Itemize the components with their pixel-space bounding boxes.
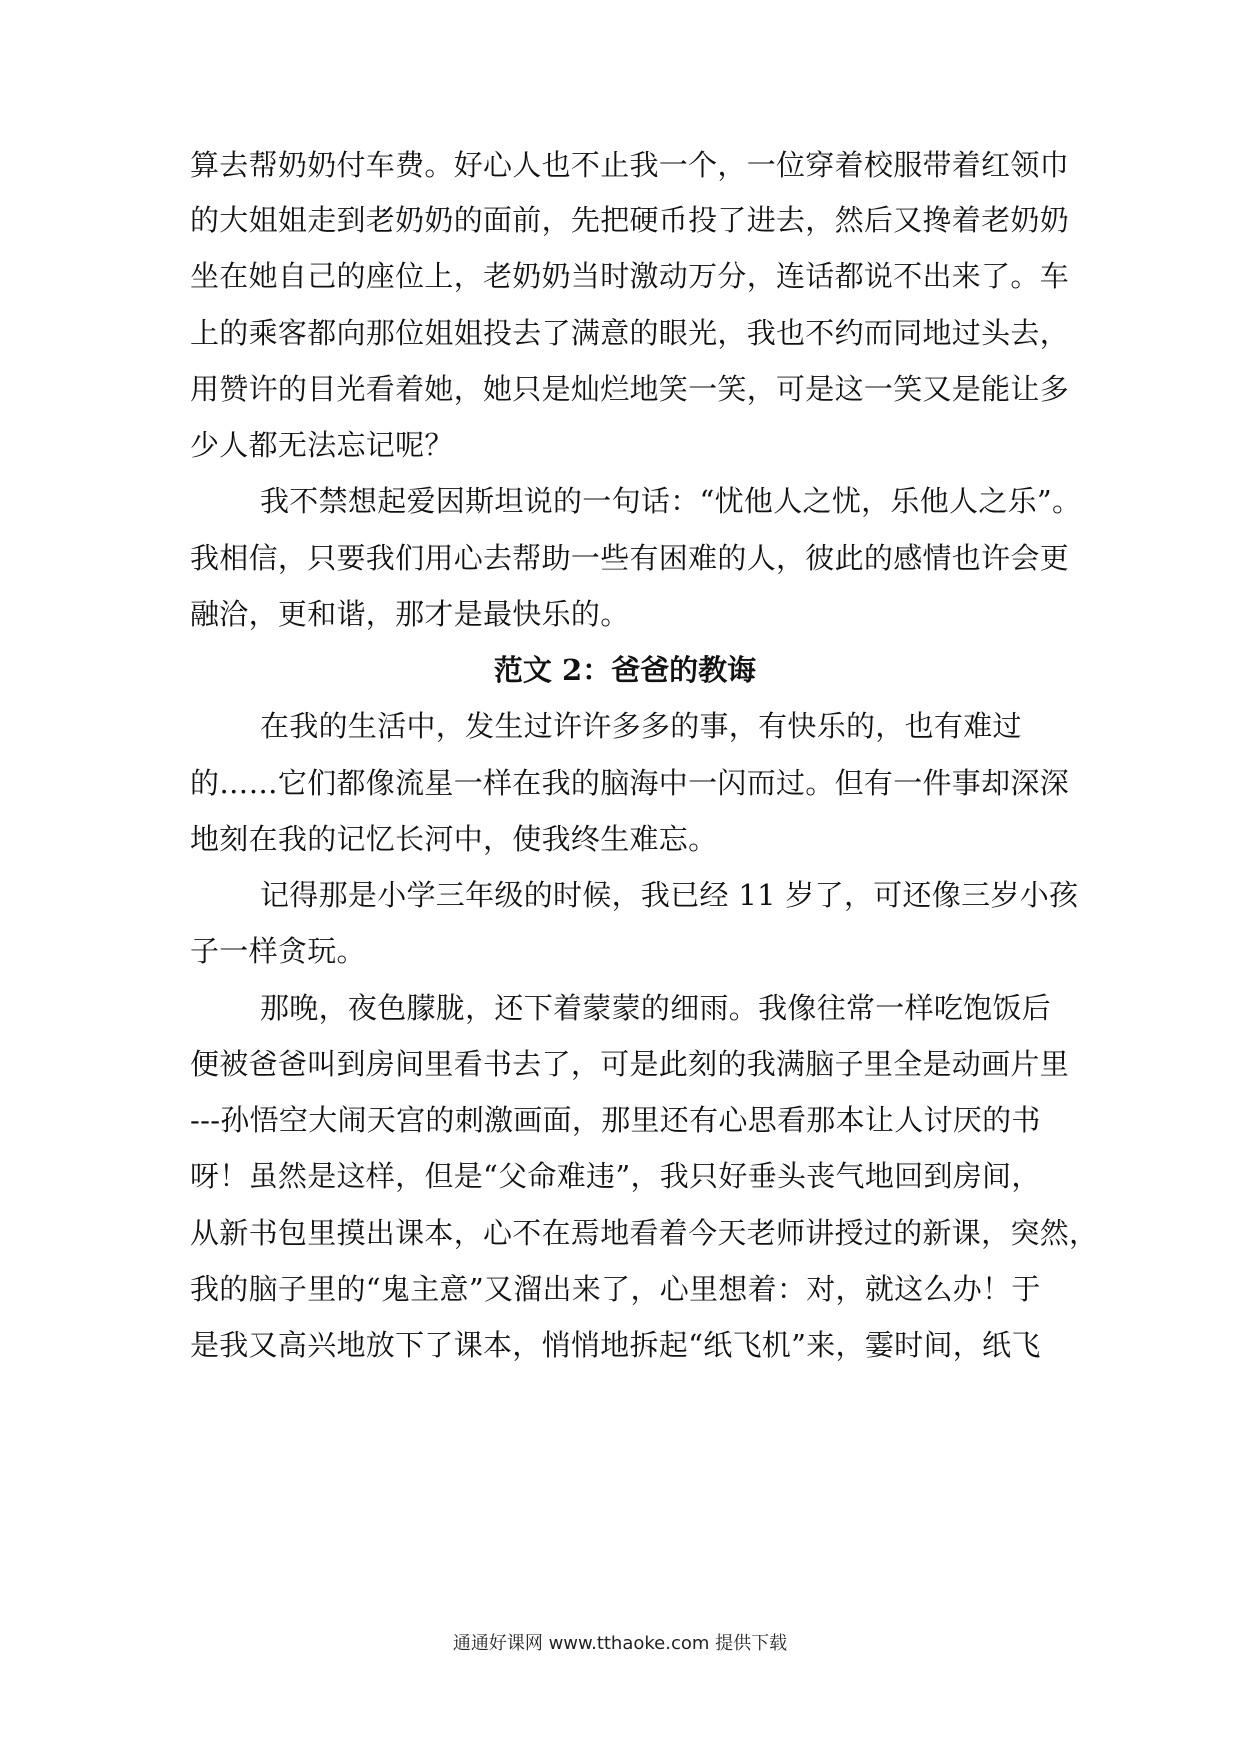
paragraph-line: ---孙悟空大闹天宫的刺激画面，那里还有心思看那本让人讨厌的书: [190, 1103, 1041, 1137]
section-heading: 范文 2：爸爸的教诲: [493, 653, 757, 687]
paragraph-line: 记得那是小学三年级的时候，我已经 11 岁了，可还像三岁小孩: [260, 878, 1079, 912]
paragraph-line: 融洽，更和谐，那才是最快乐的。: [190, 597, 630, 631]
paragraph-line: 我相信，只要我们用心去帮助一些有困难的人，彼此的感情也许会更: [190, 541, 1070, 575]
paragraph-line: 我不禁想起爱因斯坦说的一句话：“忧他人之忧，乐他人之乐”。: [260, 484, 1082, 518]
paragraph-line: 地刻在我的记忆长河中，使我终生难忘。: [190, 822, 718, 856]
paragraph-line: 的……它们都像流星一样在我的脑海中一闪而过。但有一件事却深深: [190, 766, 1070, 800]
paragraph-line: 是我又高兴地放下了课本，悄悄地拆起“纸飞机”来，霎时间，纸飞: [190, 1328, 1041, 1362]
paragraph-line: 坐在她自己的座位上，老奶奶当时激动万分，连话都说不出来了。车: [190, 259, 1070, 293]
paragraph-line: 我的脑子里的“鬼主意”又溜出来了，心里想着：对，就这么办！于: [190, 1272, 1041, 1306]
paragraph-line: 用赞许的目光看着她，她只是灿烂地笑一笑，可是这一笑又是能让多: [190, 372, 1070, 406]
paragraph-line: 那晚，夜色朦胧，还下着蒙蒙的细雨。我像往常一样吃饱饭后: [260, 991, 1052, 1025]
paragraph-line: 从新书包里摸出课本，心不在焉地看着今天老师讲授过的新课，突然，: [190, 1216, 1099, 1250]
paragraph-line: 上的乘客都向那位姐姐投去了满意的眼光，我也不约而同地过头去，: [190, 316, 1070, 350]
paragraph-line: 子一样贪玩。: [190, 934, 366, 968]
paragraph-line: 的大姐姐走到老奶奶的面前，先把硬币投了进去，然后又搀着老奶奶: [190, 203, 1070, 237]
paragraph-line: 在我的生活中，发生过许许多多的事，有快乐的，也有难过: [260, 709, 1022, 743]
paragraph-line: 便被爸爸叫到房间里看书去了，可是此刻的我满脑子里全是动画片里: [190, 1047, 1070, 1081]
paragraph-line: 少人都无法忘记呢？: [190, 428, 454, 462]
paragraph-line: 算去帮奶奶付车费。好心人也不止我一个，一位穿着校服带着红领巾: [190, 148, 1070, 182]
page-footer: 通通好课网 www.tthaoke.com 提供下载: [452, 1633, 788, 1654]
paragraph-line: 呀！虽然是这样，但是“父命难违”，我只好垂头丧气地回到房间，: [190, 1159, 1041, 1193]
